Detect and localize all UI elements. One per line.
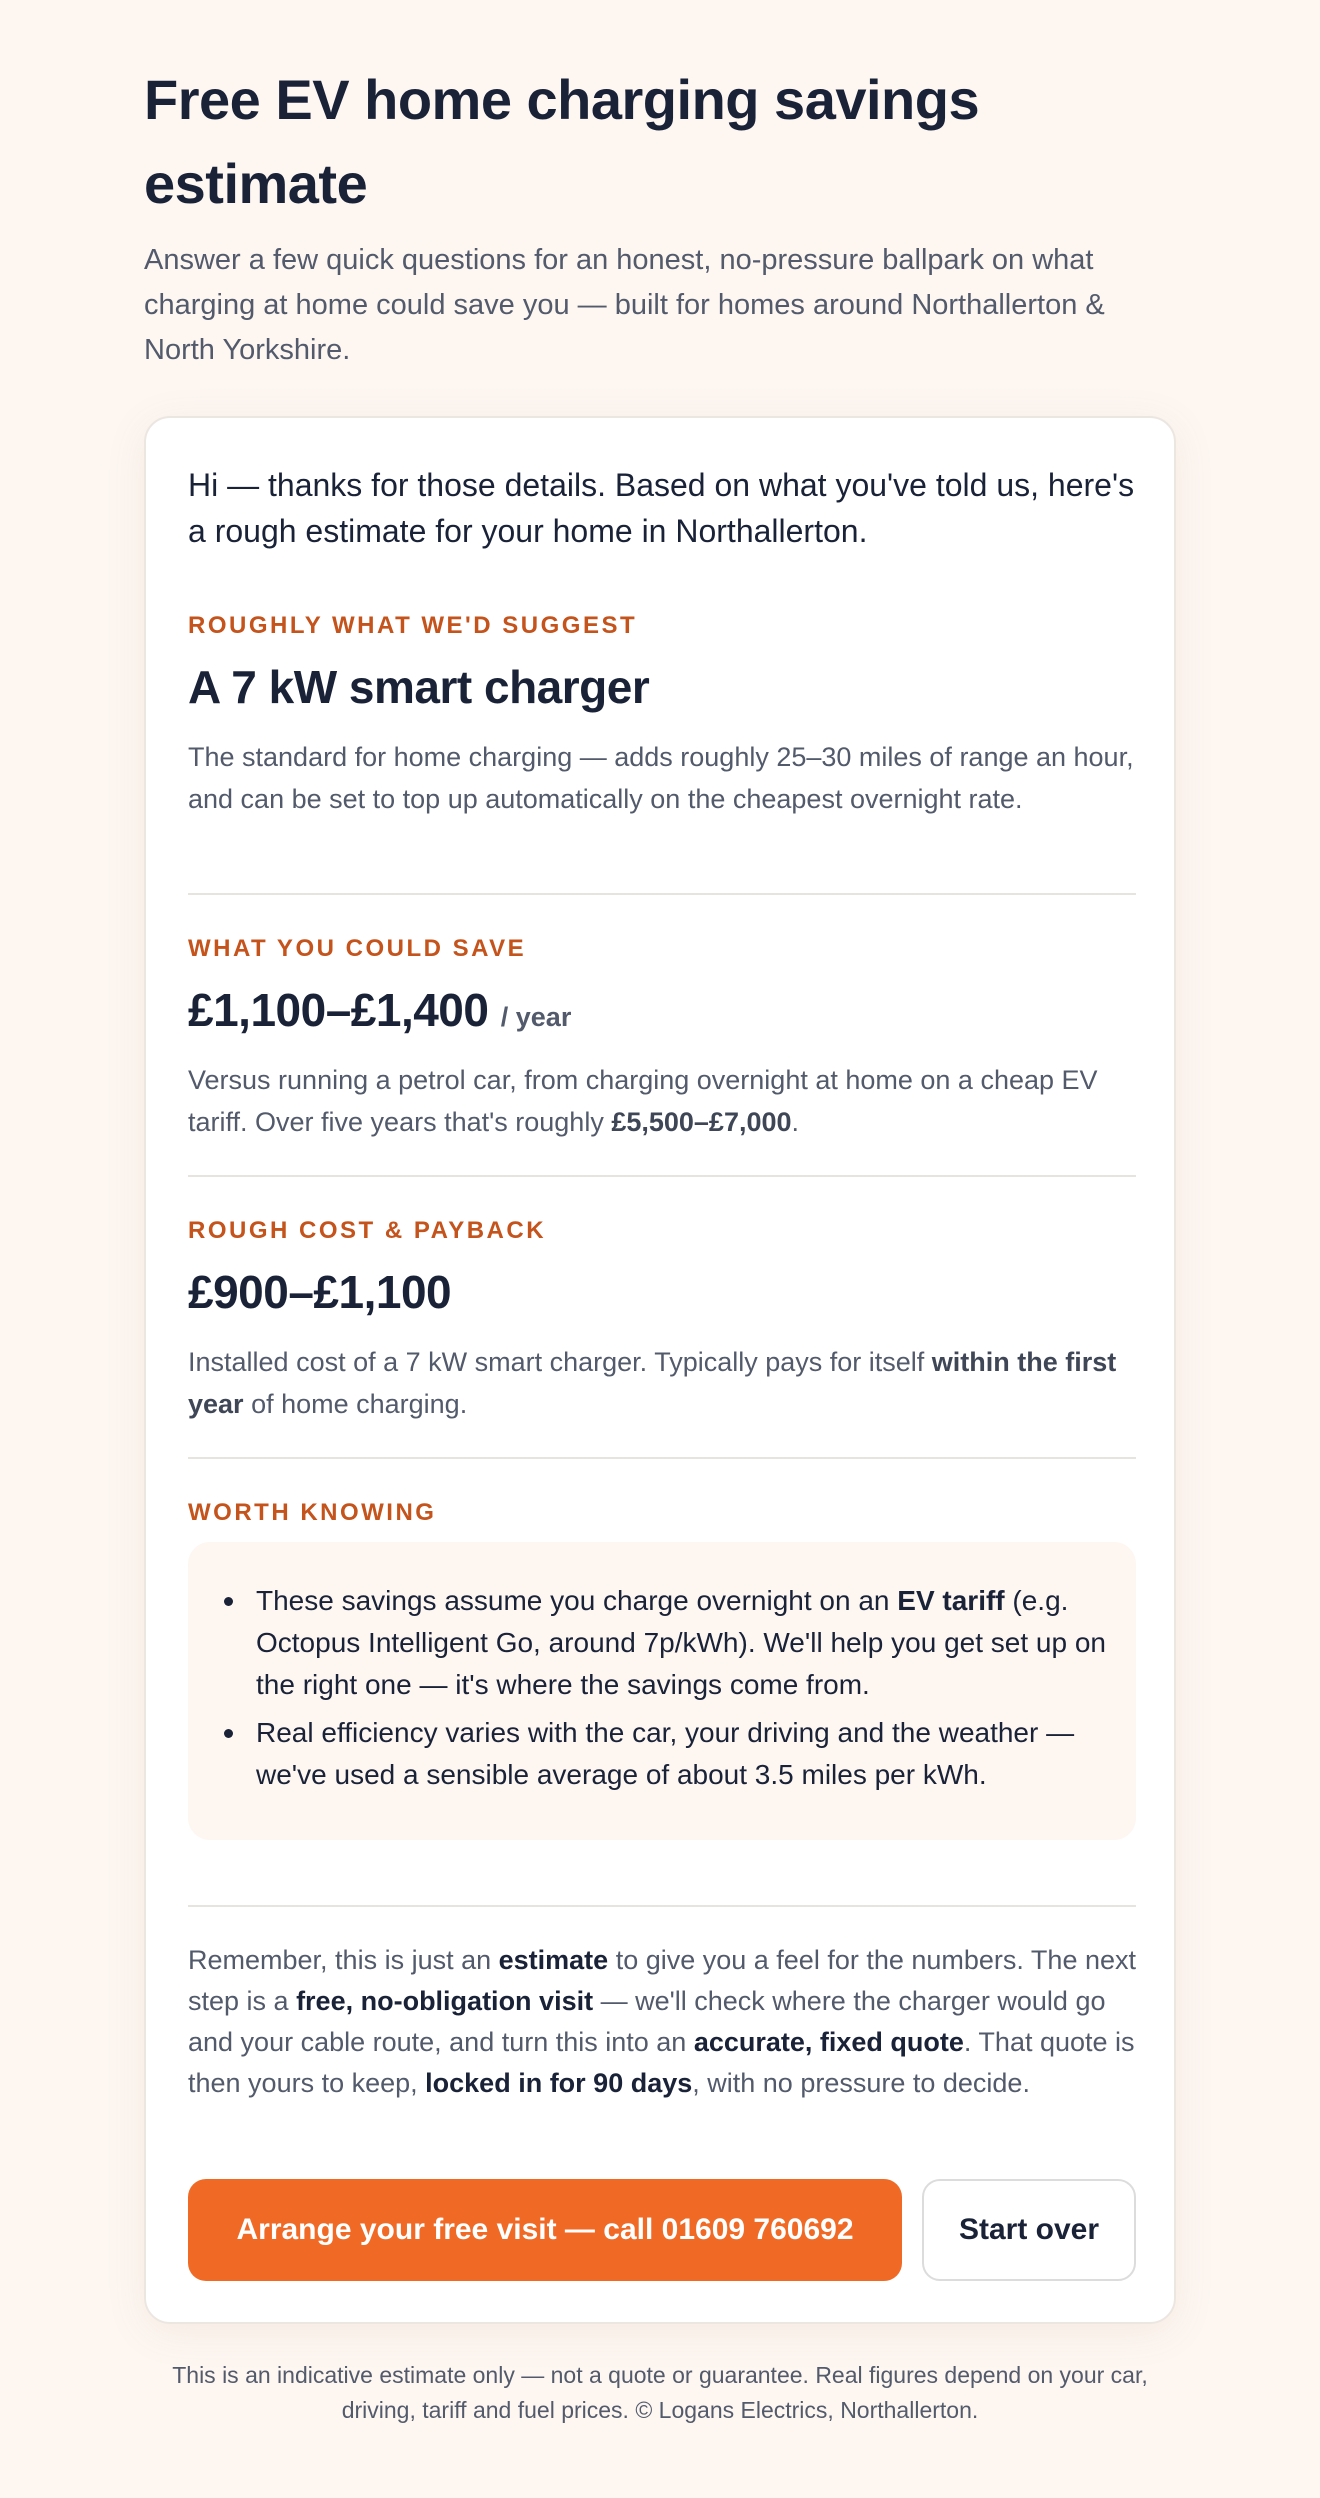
note-text: (e.g. Octopus Intelligent Go, around 7p/kWh). We'll help you get set up on the right one — it's where the savings come from. — [256, 1585, 1106, 1700]
cost-body — [188, 1341, 1136, 1425]
save-body-end: . — [791, 1107, 800, 1137]
worth-eyebrow: WORTH KNOWING — [188, 1499, 437, 1526]
arrange-visit-button[interactable]: Arrange your free visit — call 01609 760692 — [188, 2179, 902, 2281]
estimate-card — [144, 416, 1176, 2324]
suggest-body: The standard for home charging — adds roughly 25–30 miles of range an hour, and can be set to top up automatically on the cheapest overnight rate. — [188, 742, 1134, 814]
closing-part: . That quote is then yours to keep, — [188, 2027, 1135, 2098]
note-ev-tariff: EV tariff — [897, 1585, 1005, 1616]
save-amount: £1,100–£1,400 — [188, 984, 489, 1036]
estimate-intro: Hi — thanks for those details. Based on what you've told us, here's a rough estimate for your home in Northallerton. — [188, 467, 1135, 549]
footer-disclaimer: This is an indicative estimate only — not a quote or guarantee. Real figures depend on your car, driving, tariff and fuel prices. © Logans Electrics, Northallerton. — [172, 2362, 1148, 2423]
save-eyebrow: WHAT YOU COULD SAVE — [188, 935, 527, 962]
page-lead: Answer a few quick questions for an honest, no-pressure ballpark on what charging at home could save you — built for homes around Northallerton & North Yorkshire. — [144, 244, 1105, 366]
start-over-button[interactable]: Start over — [922, 2179, 1136, 2281]
closing-bold: locked in for 90 days — [425, 2068, 693, 2098]
worth-knowing-box — [188, 1542, 1136, 1840]
cost-body-end: of home charging. — [243, 1389, 468, 1419]
divider — [188, 1905, 1136, 1907]
list-item — [188, 1580, 1136, 1706]
cost-eyebrow: ROUGH COST & PAYBACK — [188, 1217, 547, 1244]
list-item: Real efficiency varies with the car, your driving and the weather — we've used a sensible average of about 3.5 miles per kWh. — [188, 1712, 1136, 1796]
save-five-year-figure: £5,500–£7,000 — [611, 1107, 792, 1137]
closing-part: , with no pressure to decide. — [692, 2068, 1030, 2098]
closing-bold: free, no-obligation visit — [296, 1986, 594, 2016]
page-title: Free EV home charging savings estimate — [144, 68, 980, 215]
closing-part: Remember, this is just an — [188, 1945, 499, 1975]
closing-bold: accurate, fixed quote — [693, 2027, 964, 2057]
closing-bold: estimate — [498, 1945, 609, 1975]
divider — [188, 1175, 1136, 1177]
note-text: These savings assume you charge overnight on an — [256, 1585, 898, 1616]
suggest-headline: A 7 kW smart charger — [188, 661, 650, 713]
suggest-eyebrow: ROUGHLY WHAT WE'D SUGGEST — [188, 612, 638, 639]
divider — [188, 1457, 1136, 1459]
save-headline — [188, 981, 1136, 1046]
save-unit: / year — [500, 1002, 572, 1032]
closing-part: — we'll check where the charger would go and your cable route, and turn this into an — [188, 1986, 1106, 2057]
divider — [188, 893, 1136, 895]
save-body — [188, 1059, 1136, 1143]
worth-knowing-list — [188, 1580, 1136, 1796]
cost-headline: £900–£1,100 — [188, 1266, 452, 1318]
closing-part: to give you a feel for the numbers. The next step is a — [188, 1945, 1136, 2016]
closing-text — [188, 1940, 1136, 2104]
save-body-text: Versus running a petrol car, from charging overnight at home on a cheap EV tariff. Over five years that's roughly — [188, 1065, 1098, 1137]
cost-payback: within the first year — [188, 1347, 1117, 1419]
cost-body-text: Installed cost of a 7 kW smart charger. Typically pays for itself — [188, 1347, 932, 1377]
